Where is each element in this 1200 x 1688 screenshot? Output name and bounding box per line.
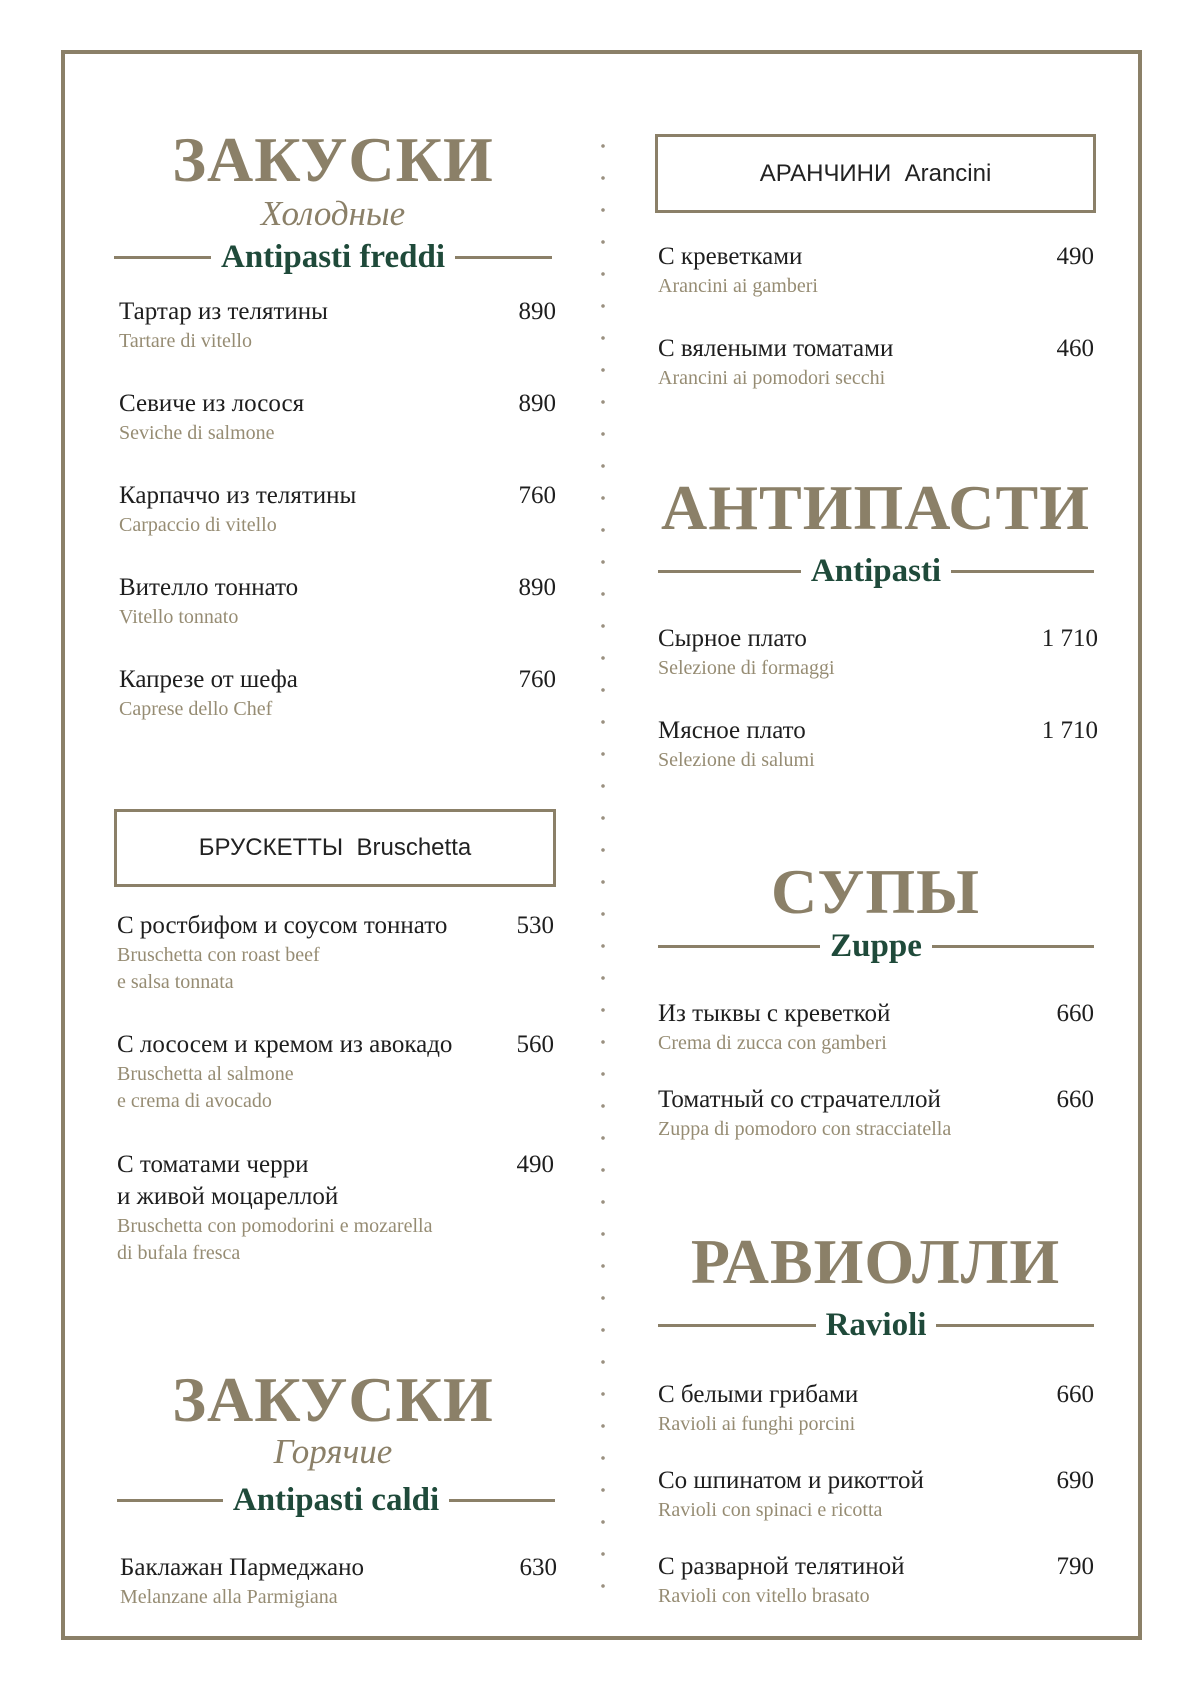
- item-name: Мясное плато: [658, 717, 806, 744]
- menu-item: [658, 333, 1094, 392]
- heading-rule-right: [951, 570, 1094, 573]
- section-subtitle-cold: Холодные: [260, 194, 406, 233]
- menu-item: [658, 241, 1094, 300]
- item-translation: Seviche di salmone: [119, 422, 275, 444]
- item-translation: Arancini ai pomodori secchi: [658, 367, 886, 389]
- menu-item: [120, 1552, 557, 1611]
- heading-text: Zuppe: [830, 928, 922, 964]
- item-price: 890: [518, 298, 556, 325]
- menu-item: [658, 715, 1098, 774]
- item-name: Капрезе от шефа: [119, 666, 298, 693]
- menu-item: [658, 1551, 1094, 1610]
- section-title-hot-appetizers: ЗАКУСКИ: [172, 1364, 494, 1435]
- item-price: 530: [516, 912, 554, 939]
- item-price: 660: [1056, 1000, 1094, 1027]
- item-name: Севиче из лосося: [119, 390, 305, 417]
- item-name: С креветками: [658, 243, 803, 270]
- item-name: Из тыквы с креветкой: [658, 1000, 891, 1027]
- item-price: 560: [516, 1031, 554, 1058]
- heading-rule-right: [932, 945, 1094, 948]
- section-title-cold-appetizers: ЗАКУСКИ: [172, 124, 494, 195]
- menu-item: [658, 1465, 1094, 1524]
- menu-item: [658, 1379, 1094, 1438]
- item-name: С ростбифом и соусом тоннато: [117, 912, 448, 939]
- item-translation: Vitello tonnato: [119, 606, 239, 628]
- item-price: 630: [519, 1554, 557, 1581]
- item-name: С вялеными томатами: [658, 335, 894, 362]
- menu-item: [117, 910, 554, 996]
- menu-item: [658, 623, 1098, 682]
- heading-rule-left: [658, 570, 801, 573]
- item-translation: Carpaccio di vitello: [119, 514, 277, 536]
- heading-text: Antipasti freddi: [221, 239, 446, 275]
- item-translation: Selezione di salumi: [658, 749, 815, 771]
- item-name: Баклажан Пармеджано: [120, 1554, 364, 1581]
- heading-rule-left: [114, 256, 211, 259]
- item-translation: Crema di zucca con gamberi: [658, 1032, 887, 1054]
- item-translation: Caprese dello Chef: [119, 698, 273, 720]
- menu-item: [119, 664, 556, 723]
- heading-text: Ravioli: [825, 1307, 927, 1343]
- heading-text: Antipasti: [810, 553, 942, 589]
- item-translation: Selezione di formaggi: [658, 657, 835, 679]
- item-translation: Tartare di vitello: [119, 330, 252, 352]
- item-price: 760: [518, 666, 556, 693]
- item-price: 760: [518, 482, 556, 509]
- menu-item: [117, 1029, 554, 1115]
- section-heading-antipasti: [658, 555, 1094, 588]
- item-price: 690: [1056, 1467, 1094, 1494]
- item-name: Томатный со страчателлой: [658, 1086, 941, 1113]
- item-name: С разварной телятиной: [658, 1553, 905, 1580]
- item-price: 660: [1056, 1086, 1094, 1113]
- item-translation: Arancini ai gamberi: [658, 275, 818, 297]
- section-box-arancini: АРАНЧИНИ Arancini: [655, 134, 1096, 213]
- heading-rule-right: [455, 256, 552, 259]
- heading-text: Antipasti caldi: [232, 1482, 440, 1518]
- menu-item: [119, 296, 556, 355]
- item-price: 490: [516, 1151, 554, 1178]
- item-translation: Bruschetta al salmone е crema di avocado: [117, 1063, 294, 1112]
- item-name: С белыми грибами: [658, 1381, 859, 1408]
- item-name: Карпаччо из телятины: [119, 482, 357, 509]
- section-heading-antipasti-freddi: [114, 241, 552, 274]
- item-price: 890: [518, 574, 556, 601]
- section-heading-zuppe: [658, 930, 1094, 963]
- heading-rule-right: [936, 1324, 1094, 1327]
- item-translation: Zuppa di pomodoro con stracciatella: [658, 1118, 952, 1140]
- item-price: 660: [1056, 1381, 1094, 1408]
- item-name: Тартар из телятины: [119, 298, 328, 325]
- item-price: 490: [1056, 243, 1094, 270]
- menu-item: [119, 572, 556, 631]
- column-divider: [601, 130, 605, 1600]
- heading-rule-right: [449, 1499, 555, 1502]
- item-translation: Melanzane alla Parmigiana: [120, 1586, 338, 1608]
- menu-item: [658, 1084, 1094, 1143]
- item-translation: Ravioli con spinaci e ricotta: [658, 1499, 883, 1521]
- menu-item: [119, 480, 556, 539]
- section-box-bruschetta: БРУСКЕТТЫ Bruschetta: [114, 809, 556, 887]
- section-title-soups: СУПЫ: [771, 856, 980, 927]
- item-price: 460: [1056, 335, 1094, 362]
- section-heading-ravioli: [658, 1309, 1094, 1342]
- menu-item: [119, 388, 556, 447]
- item-name: С томатами черри и живой моцареллой: [117, 1151, 339, 1210]
- item-translation: Bruschetta con pomodorini e mozarella di bufala fresca: [117, 1215, 433, 1264]
- item-name: Со шпинатом и рикоттой: [658, 1467, 924, 1494]
- item-price: 1 710: [1041, 717, 1098, 744]
- section-subtitle-hot: Горячие: [273, 1432, 393, 1471]
- section-title-antipasti: АНТИПАСТИ: [661, 472, 1090, 543]
- heading-rule-left: [658, 1324, 816, 1327]
- heading-rule-left: [117, 1499, 223, 1502]
- section-title-ravioli: РАВИОЛЛИ: [690, 1226, 1061, 1297]
- menu-item: [117, 1149, 554, 1267]
- section-heading-antipasti-caldi: [117, 1484, 555, 1517]
- item-name: Сырное плато: [658, 625, 807, 652]
- item-price: 790: [1056, 1553, 1094, 1580]
- item-translation: Ravioli con vitello brasato: [658, 1585, 870, 1607]
- menu-item: [658, 998, 1094, 1057]
- item-price: 890: [518, 390, 556, 417]
- item-name: Вителло тоннато: [119, 574, 299, 601]
- heading-rule-left: [658, 945, 820, 948]
- item-translation: Bruschetta con roast beef е salsa tonnata: [117, 944, 320, 993]
- item-translation: Ravioli ai funghi porcini: [658, 1413, 856, 1435]
- item-name: С лососем и кремом из авокадо: [117, 1031, 453, 1058]
- item-price: 1 710: [1041, 625, 1098, 652]
